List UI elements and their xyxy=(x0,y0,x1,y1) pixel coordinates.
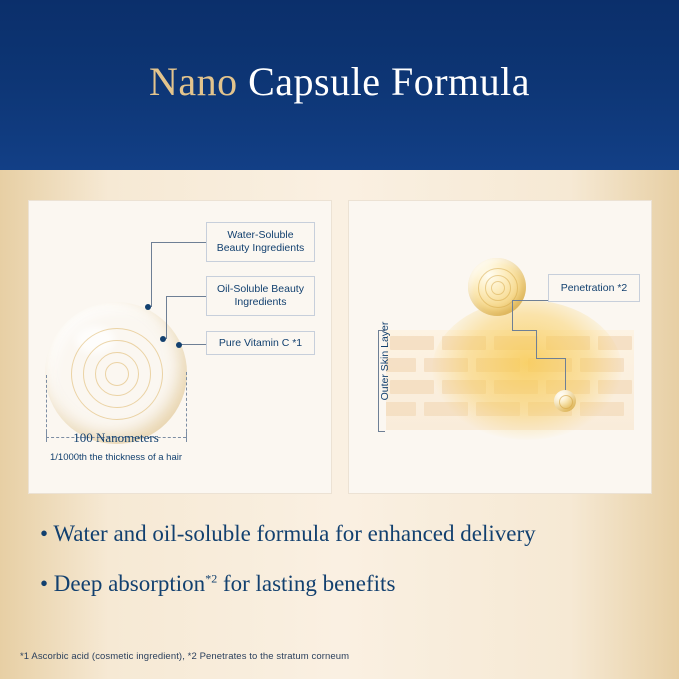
brick xyxy=(390,336,434,350)
measure-guide-left xyxy=(46,375,48,437)
callout-penetration: Penetration *2 xyxy=(548,274,640,302)
penetration-path-6 xyxy=(565,358,566,390)
page-title xyxy=(0,58,679,105)
brick xyxy=(442,336,486,350)
anchor-dot-vitamin-c xyxy=(176,342,182,348)
bullet-2-footnote-marker: *2 xyxy=(205,571,218,586)
bullet-2-main: • Deep absorption xyxy=(40,571,206,596)
anchor-dot-water xyxy=(145,304,151,310)
callout-water-soluble: Water-Soluble Beauty Ingredients xyxy=(206,222,315,262)
brick xyxy=(424,402,468,416)
header-banner xyxy=(0,0,679,170)
leader-line-water-v xyxy=(151,242,152,307)
brick xyxy=(546,336,590,350)
brick xyxy=(598,380,632,394)
penetration-path-3 xyxy=(512,330,536,331)
brick xyxy=(580,358,624,372)
penetration-path-2 xyxy=(512,300,513,330)
measurement-note: 1/1000th the thickness of a hair xyxy=(49,452,183,463)
measurement-label: 100 Nanometers xyxy=(73,430,159,445)
measure-guide-right xyxy=(186,372,188,437)
brick xyxy=(442,380,486,394)
outer-skin-layer-label: Outer Skin Layer xyxy=(379,321,391,401)
brick xyxy=(494,336,538,350)
brick xyxy=(494,380,538,394)
brick xyxy=(580,402,624,416)
bullet-2-tail: for lasting benefits xyxy=(217,571,396,596)
callout-oil-soluble: Oil-Soluble Beauty Ingredients xyxy=(206,276,315,316)
bullet-point-2 xyxy=(40,571,395,597)
page-title-gold: Nano xyxy=(148,59,238,104)
leader-line-oil-h xyxy=(166,296,206,297)
capsule-small xyxy=(554,390,576,412)
footnote-text: *1 Ascorbic acid (cosmetic ingredient), *2 Penetrates to the stratum corneum xyxy=(20,651,350,662)
bullet-point-1: • Water and oil-soluble formula for enhanced delivery xyxy=(40,521,536,546)
brick xyxy=(476,402,520,416)
capsule-small-ring xyxy=(559,395,573,409)
brick xyxy=(424,358,468,372)
brick xyxy=(476,358,520,372)
penetration-path-4 xyxy=(536,330,537,358)
leader-line-water-h xyxy=(151,242,206,243)
page-title-white: Capsule Formula xyxy=(237,59,531,104)
droplet-ring-4 xyxy=(105,362,129,386)
anchor-dot-oil xyxy=(160,336,166,342)
capsule-large xyxy=(468,258,526,316)
skin-layer-bricks xyxy=(386,330,634,430)
penetration-path-5 xyxy=(536,358,565,359)
leader-line-vitc-h xyxy=(181,344,206,345)
brick xyxy=(598,336,632,350)
callout-pure-vitamin-c: Pure Vitamin C *1 xyxy=(206,331,315,355)
leader-line-oil-v xyxy=(166,296,167,339)
brick xyxy=(390,380,434,394)
penetration-path-1 xyxy=(512,300,548,301)
capsule-ring-3 xyxy=(491,281,505,295)
